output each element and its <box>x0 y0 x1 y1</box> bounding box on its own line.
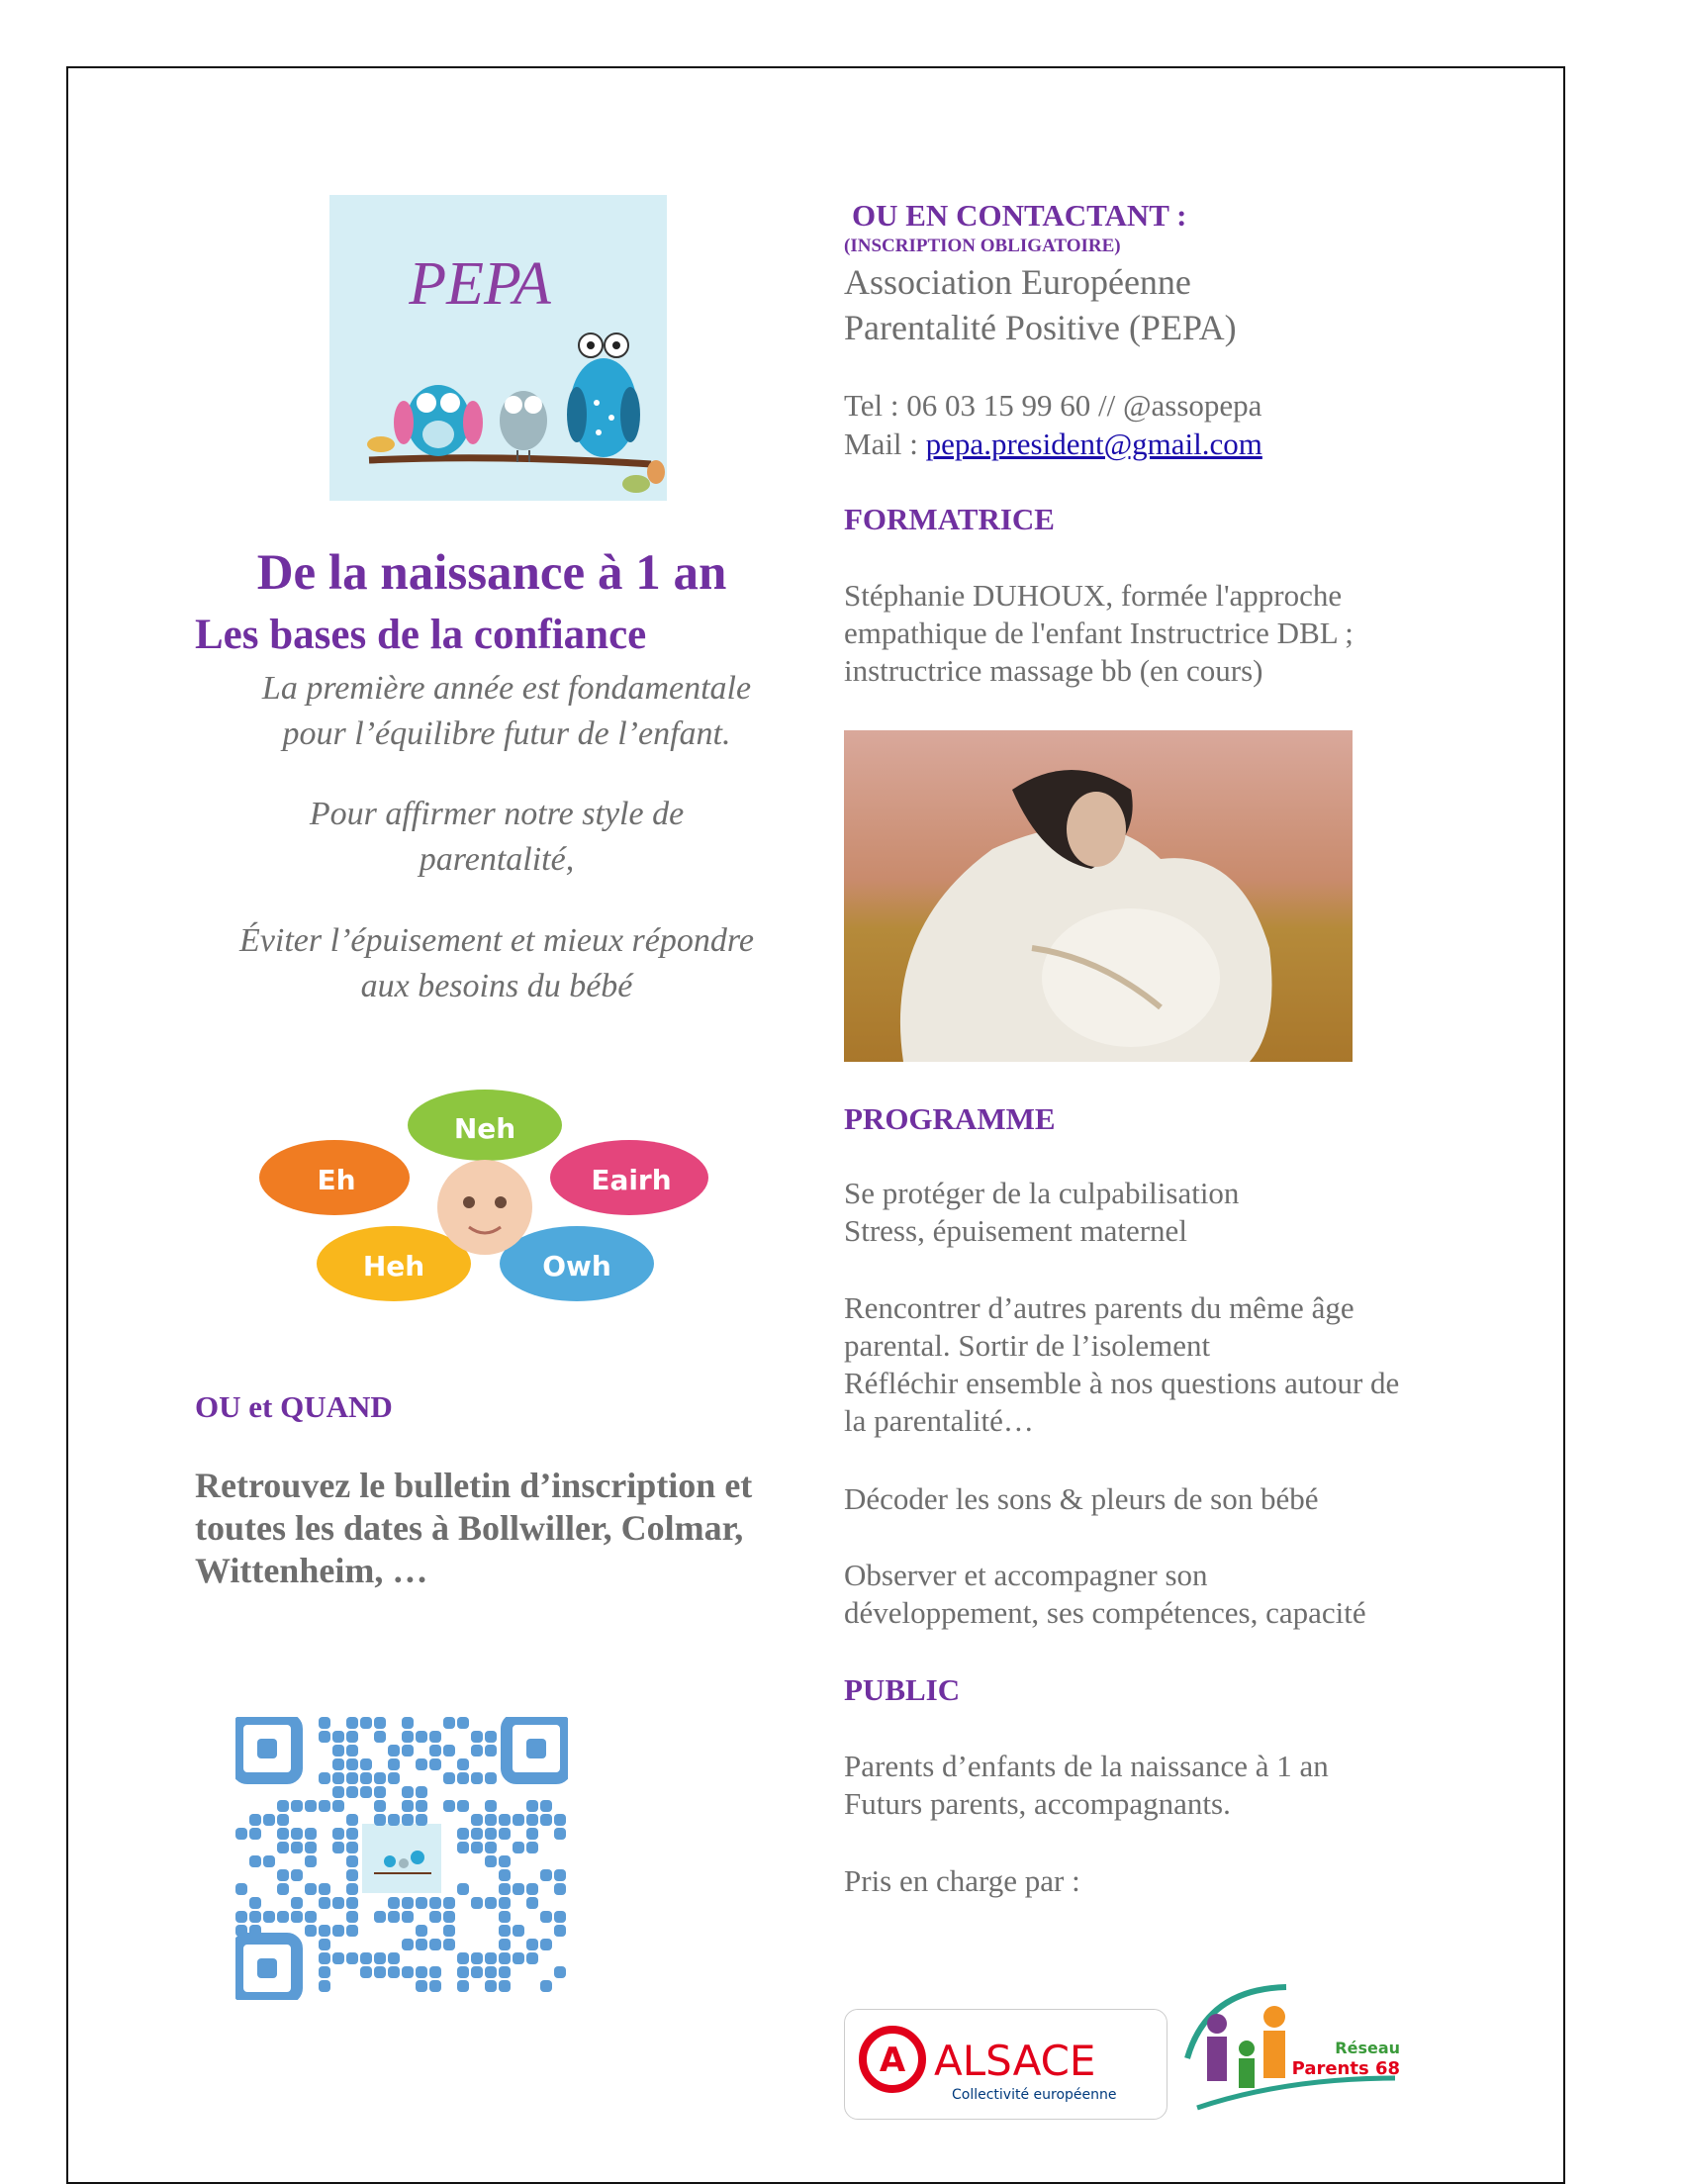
qr-module <box>513 1842 524 1853</box>
public-heading: PUBLIC <box>844 1672 961 1707</box>
qr-module <box>360 1717 372 1729</box>
qr-module <box>499 1939 511 1950</box>
qr-module <box>471 1897 483 1909</box>
qr-module <box>346 1897 358 1909</box>
qr-module <box>291 1842 303 1853</box>
qr-module <box>305 1855 317 1867</box>
alsace-sub: Collectivité européenne <box>952 2087 1117 2103</box>
qr-module <box>471 1745 483 1757</box>
qr-module <box>402 1939 414 1950</box>
qr-module <box>471 1814 483 1826</box>
programme-line: Se protéger de la culpabilisation <box>844 1176 1240 1210</box>
qr-module <box>388 1911 400 1923</box>
qr-module <box>332 1800 344 1812</box>
qr-module <box>249 1911 261 1923</box>
qr-module <box>305 1911 317 1923</box>
alsace-logo <box>844 2009 1167 2120</box>
qr-module <box>402 1731 414 1743</box>
qr-module <box>526 1814 538 1826</box>
qr-module <box>526 1842 538 1853</box>
intro-line: pour l’équilibre futur de l’enfant. <box>282 715 731 752</box>
retrouvez-line: toutes les dates à Bollwiller, Colmar, <box>195 1508 744 1548</box>
qr-module <box>457 1758 469 1770</box>
alsace-name: ALSACE <box>934 2037 1096 2085</box>
bubble-heh: Heh <box>362 1250 425 1282</box>
qr-module <box>402 1717 414 1729</box>
qr-module <box>526 1939 538 1950</box>
qr-module <box>499 1855 511 1867</box>
qr-module <box>471 1731 483 1743</box>
qr-module <box>360 1786 372 1798</box>
qr-module <box>416 1897 427 1909</box>
qr-module <box>443 1925 455 1937</box>
qr-module <box>499 1883 511 1895</box>
qr-module <box>416 1758 427 1770</box>
qr-module <box>346 1828 358 1840</box>
qr-module <box>499 1911 511 1923</box>
where-heading: OU et QUAND <box>195 1389 393 1424</box>
qr-module <box>554 1828 566 1840</box>
qr-module <box>526 1828 538 1840</box>
qr-module <box>374 1731 386 1743</box>
bubble-eairh: Eairh <box>591 1164 672 1196</box>
qr-module <box>554 1883 566 1895</box>
qr-module <box>360 1758 372 1770</box>
style-line: parentalité, <box>419 841 575 878</box>
qr-module <box>526 1800 538 1812</box>
qr-module <box>429 1731 441 1743</box>
qr-module <box>235 1925 247 1937</box>
qr-module <box>305 1925 317 1937</box>
qr-module <box>499 1814 511 1826</box>
qr-module <box>346 1855 358 1867</box>
programme-line: développement, ses compétences, capacité <box>844 1595 1366 1630</box>
qr-module <box>263 1911 275 1923</box>
qr-module <box>540 1911 552 1923</box>
qr-module <box>249 1814 261 1826</box>
qr-module <box>346 1952 358 1964</box>
mail-line <box>844 425 1262 463</box>
qr-module <box>416 1800 427 1812</box>
qr-module <box>291 1869 303 1881</box>
title-sub: Les bases de la confiance <box>195 612 647 658</box>
qr-module <box>388 1814 400 1826</box>
qr-module <box>346 1911 358 1923</box>
qr-module <box>374 1911 386 1923</box>
qr-module <box>499 1966 511 1978</box>
programme-p1 <box>844 1175 1239 1250</box>
public-text <box>844 1748 1329 1823</box>
qr-module <box>332 1786 344 1798</box>
qr-module <box>388 1952 400 1964</box>
qr-module <box>513 1814 524 1826</box>
qr-code[interactable] <box>235 1717 568 2000</box>
qr-module <box>277 1814 289 1826</box>
qr-module <box>471 1966 483 1978</box>
qr-module <box>499 1980 511 1992</box>
formatrice-heading: FORMATRICE <box>844 502 1055 536</box>
qr-module <box>319 1800 330 1812</box>
programme-line: Réfléchir ensemble à nos questions autour de <box>844 1366 1400 1400</box>
qr-module <box>540 1869 552 1881</box>
qr-module <box>305 1883 317 1895</box>
qr-module <box>332 1758 344 1770</box>
reseau-parents-logo <box>1167 1979 1405 2118</box>
qr-module <box>443 1745 455 1757</box>
qr-module <box>540 1814 552 1826</box>
formatrice-text <box>844 577 1354 690</box>
qr-module <box>319 1952 330 1964</box>
qr-module <box>457 1952 469 1964</box>
qr-module <box>443 1772 455 1784</box>
qr-module <box>416 1925 427 1937</box>
contact-details <box>844 386 1262 463</box>
qr-module <box>443 1911 455 1923</box>
qr-module <box>319 1717 330 1729</box>
qr-module <box>374 1966 386 1978</box>
programme-p4 <box>844 1557 1366 1632</box>
pregnant-woman-painting <box>844 730 1353 1062</box>
qr-module <box>443 1800 455 1812</box>
qr-module <box>346 1869 358 1881</box>
qr-module <box>346 1717 358 1729</box>
qr-module <box>332 1731 344 1743</box>
qr-module <box>429 1939 441 1950</box>
qr-module <box>485 1828 497 1840</box>
qr-module <box>554 1966 566 1978</box>
qr-module <box>319 1897 330 1909</box>
qr-module <box>485 1772 497 1784</box>
qr-module <box>374 1786 386 1798</box>
qr-module <box>499 1925 511 1937</box>
qr-module <box>332 1925 344 1937</box>
qr-module <box>346 1731 358 1743</box>
qr-module <box>263 1814 275 1826</box>
qr-module <box>346 1786 358 1798</box>
bubble-eh: Eh <box>317 1164 356 1196</box>
qr-module <box>249 1925 261 1937</box>
qr-module <box>332 1897 344 1909</box>
qr-module <box>457 1966 469 1978</box>
qr-module <box>513 1925 524 1937</box>
qr-module <box>416 1966 427 1978</box>
qr-module <box>402 1786 414 1798</box>
qr-module <box>554 1869 566 1881</box>
qr-module <box>402 1911 414 1923</box>
qr-module <box>235 1828 247 1840</box>
qr-module <box>305 1842 317 1853</box>
qr-module <box>526 1883 538 1895</box>
qr-module <box>457 1980 469 1992</box>
qr-module <box>346 1883 358 1895</box>
qr-module <box>346 1772 358 1784</box>
qr-module <box>346 1814 358 1826</box>
qr-module <box>319 1883 330 1895</box>
qr-module <box>429 1745 441 1757</box>
qr-module <box>249 1855 261 1867</box>
qr-module <box>332 1952 344 1964</box>
title-main: De la naissance à 1 an <box>256 545 727 601</box>
qr-module <box>416 1980 427 1992</box>
qr-module <box>485 1952 497 1964</box>
qr-module <box>443 1939 455 1950</box>
qr-module <box>485 1855 497 1867</box>
qr-module <box>235 1911 247 1923</box>
assoc-line: Association Européenne <box>844 262 1191 302</box>
qr-module <box>471 1952 483 1964</box>
formatrice-line: instructrice massage bb (en cours) <box>844 653 1263 688</box>
qr-module <box>402 1800 414 1812</box>
qr-module <box>291 1800 303 1812</box>
qr-module <box>485 1980 497 1992</box>
qr-module <box>471 1828 483 1840</box>
qr-module <box>277 1828 289 1840</box>
qr-module <box>416 1939 427 1950</box>
programme-line: Stress, épuisement maternel <box>844 1213 1187 1248</box>
qr-module <box>443 1897 455 1909</box>
qr-module <box>513 1883 524 1895</box>
qr-module <box>235 1883 247 1895</box>
qr-module <box>485 1731 497 1743</box>
qr-module <box>402 1745 414 1757</box>
assoc-name <box>844 259 1237 350</box>
mail-label: Mail : <box>844 427 926 461</box>
qr-module <box>249 1828 261 1840</box>
qr-module <box>388 1897 400 1909</box>
assoc-line: Parentalité Positive (PEPA) <box>844 308 1237 347</box>
intro-text <box>195 666 818 757</box>
qr-module <box>471 1842 483 1853</box>
qr-module <box>388 1966 400 1978</box>
avoid-line: Éviter l’épuisement et mieux répondre <box>239 922 754 959</box>
qr-module <box>332 1842 344 1853</box>
qr-module <box>388 1758 400 1770</box>
qr-module <box>346 1758 358 1770</box>
qr-module <box>249 1897 261 1909</box>
programme-line: Rencontrer d’autres parents du même âge <box>844 1290 1354 1325</box>
qr-module <box>513 1952 524 1964</box>
qr-module <box>457 1842 469 1853</box>
qr-module <box>332 1828 344 1840</box>
qr-module <box>499 1952 511 1964</box>
svg-text:A: A <box>879 2041 906 2080</box>
qr-module <box>319 1939 330 1950</box>
qr-module <box>360 1966 372 1978</box>
bubble-neh: Neh <box>453 1112 516 1145</box>
qr-module <box>457 1883 469 1895</box>
qr-module <box>429 1897 441 1909</box>
qr-module <box>485 1966 497 1978</box>
formatrice-line: Stéphanie DUHOUX, formée l'approche <box>844 578 1343 613</box>
qr-module <box>429 1966 441 1978</box>
pepa-logo <box>329 195 667 501</box>
reseau-line2: Parents 68 <box>1291 2058 1400 2079</box>
qr-module <box>540 1980 552 1992</box>
programme-p2 <box>844 1289 1399 1440</box>
retrouvez-line: Retrouvez le bulletin d’inscription et <box>195 1466 753 1505</box>
qr-module <box>360 1772 372 1784</box>
qr-module <box>277 1842 289 1853</box>
qr-module <box>485 1814 497 1826</box>
programme-line: parental. Sortir de l’isolement <box>844 1328 1211 1363</box>
qr-module <box>402 1814 414 1826</box>
qr-module <box>471 1772 483 1784</box>
qr-module <box>457 1772 469 1784</box>
qr-module <box>499 1897 511 1909</box>
pris-en-charge: Pris en charge par : <box>844 1863 1080 1898</box>
qr-module <box>277 1911 289 1923</box>
mail-link[interactable]: pepa.president@gmail.com <box>925 427 1262 461</box>
bubble-owh: Owh <box>542 1250 611 1282</box>
qr-module <box>291 1911 303 1923</box>
qr-module <box>388 1745 400 1757</box>
qr-module <box>416 1814 427 1826</box>
qr-module <box>388 1772 400 1784</box>
retrouvez-line: Wittenheim, … <box>195 1551 428 1590</box>
baby-bubbles-image <box>257 1089 712 1316</box>
qr-module <box>346 1745 358 1757</box>
qr-module <box>443 1717 455 1729</box>
qr-module <box>319 1772 330 1784</box>
qr-module <box>305 1828 317 1840</box>
qr-module <box>485 1842 497 1853</box>
qr-module <box>374 1772 386 1784</box>
logo-title: PEPA <box>409 250 551 318</box>
qr-module <box>485 1897 497 1909</box>
public-line: Parents d’enfants de la naissance à 1 an <box>844 1749 1329 1783</box>
qr-module <box>374 1800 386 1812</box>
qr-module <box>499 1828 511 1840</box>
qr-module <box>319 1966 330 1978</box>
qr-module <box>319 1731 330 1743</box>
qr-module <box>305 1800 317 1812</box>
intro-line: La première année est fondamentale <box>261 670 752 707</box>
qr-module <box>374 1952 386 1964</box>
qr-module <box>346 1842 358 1853</box>
qr-module <box>291 1828 303 1840</box>
style-line: Pour affirmer notre style de <box>309 796 685 832</box>
qr-module <box>457 1800 469 1812</box>
qr-module <box>554 1925 566 1937</box>
style-text <box>195 792 798 883</box>
inscription-note: (INSCRIPTION OBLIGATOIRE) <box>844 236 1121 256</box>
qr-module <box>485 1800 497 1812</box>
qr-module <box>457 1717 469 1729</box>
qr-module <box>457 1828 469 1840</box>
qr-module <box>526 1897 538 1909</box>
programme-line: Observer et accompagner son <box>844 1558 1208 1592</box>
qr-module <box>540 1939 552 1950</box>
qr-module <box>402 1966 414 1978</box>
tel-line: Tel : 06 03 15 99 60 // @assopepa <box>844 388 1262 423</box>
qr-module <box>374 1814 386 1826</box>
qr-module <box>277 1883 289 1895</box>
retrouvez-text <box>195 1465 828 1592</box>
qr-module <box>485 1745 497 1757</box>
qr-module <box>499 1869 511 1881</box>
qr-module <box>277 1800 289 1812</box>
avoid-text <box>195 918 798 1009</box>
qr-module <box>429 1980 441 1992</box>
qr-module <box>332 1772 344 1784</box>
qr-module <box>332 1745 344 1757</box>
programme-p3: Décoder les sons & pleurs de son bébé <box>844 1481 1319 1516</box>
qr-module <box>429 1758 441 1770</box>
qr-module <box>554 1814 566 1826</box>
qr-module <box>319 1925 330 1937</box>
qr-module <box>291 1897 303 1909</box>
qr-module <box>402 1897 414 1909</box>
qr-module <box>526 1952 538 1964</box>
qr-module <box>416 1731 427 1743</box>
contact-heading: OU EN CONTACTANT : <box>852 198 1187 233</box>
qr-module <box>360 1952 372 1964</box>
qr-module <box>263 1855 275 1867</box>
qr-module <box>319 1980 330 1992</box>
programme-heading: PROGRAMME <box>844 1101 1056 1136</box>
qr-module <box>416 1786 427 1798</box>
public-line: Futurs parents, accompagnants. <box>844 1786 1231 1821</box>
qr-module <box>540 1800 552 1812</box>
programme-line: la parentalité… <box>844 1403 1034 1438</box>
qr-module <box>277 1869 289 1881</box>
qr-module <box>346 1925 358 1937</box>
reseau-line1: Réseau <box>1335 2039 1400 2057</box>
formatrice-line: empathique de l'enfant Instructrice DBL ; <box>844 616 1354 650</box>
qr-module <box>429 1911 441 1923</box>
qr-module <box>554 1911 566 1923</box>
qr-module <box>374 1717 386 1729</box>
avoid-line: aux besoins du bébé <box>360 968 633 1004</box>
